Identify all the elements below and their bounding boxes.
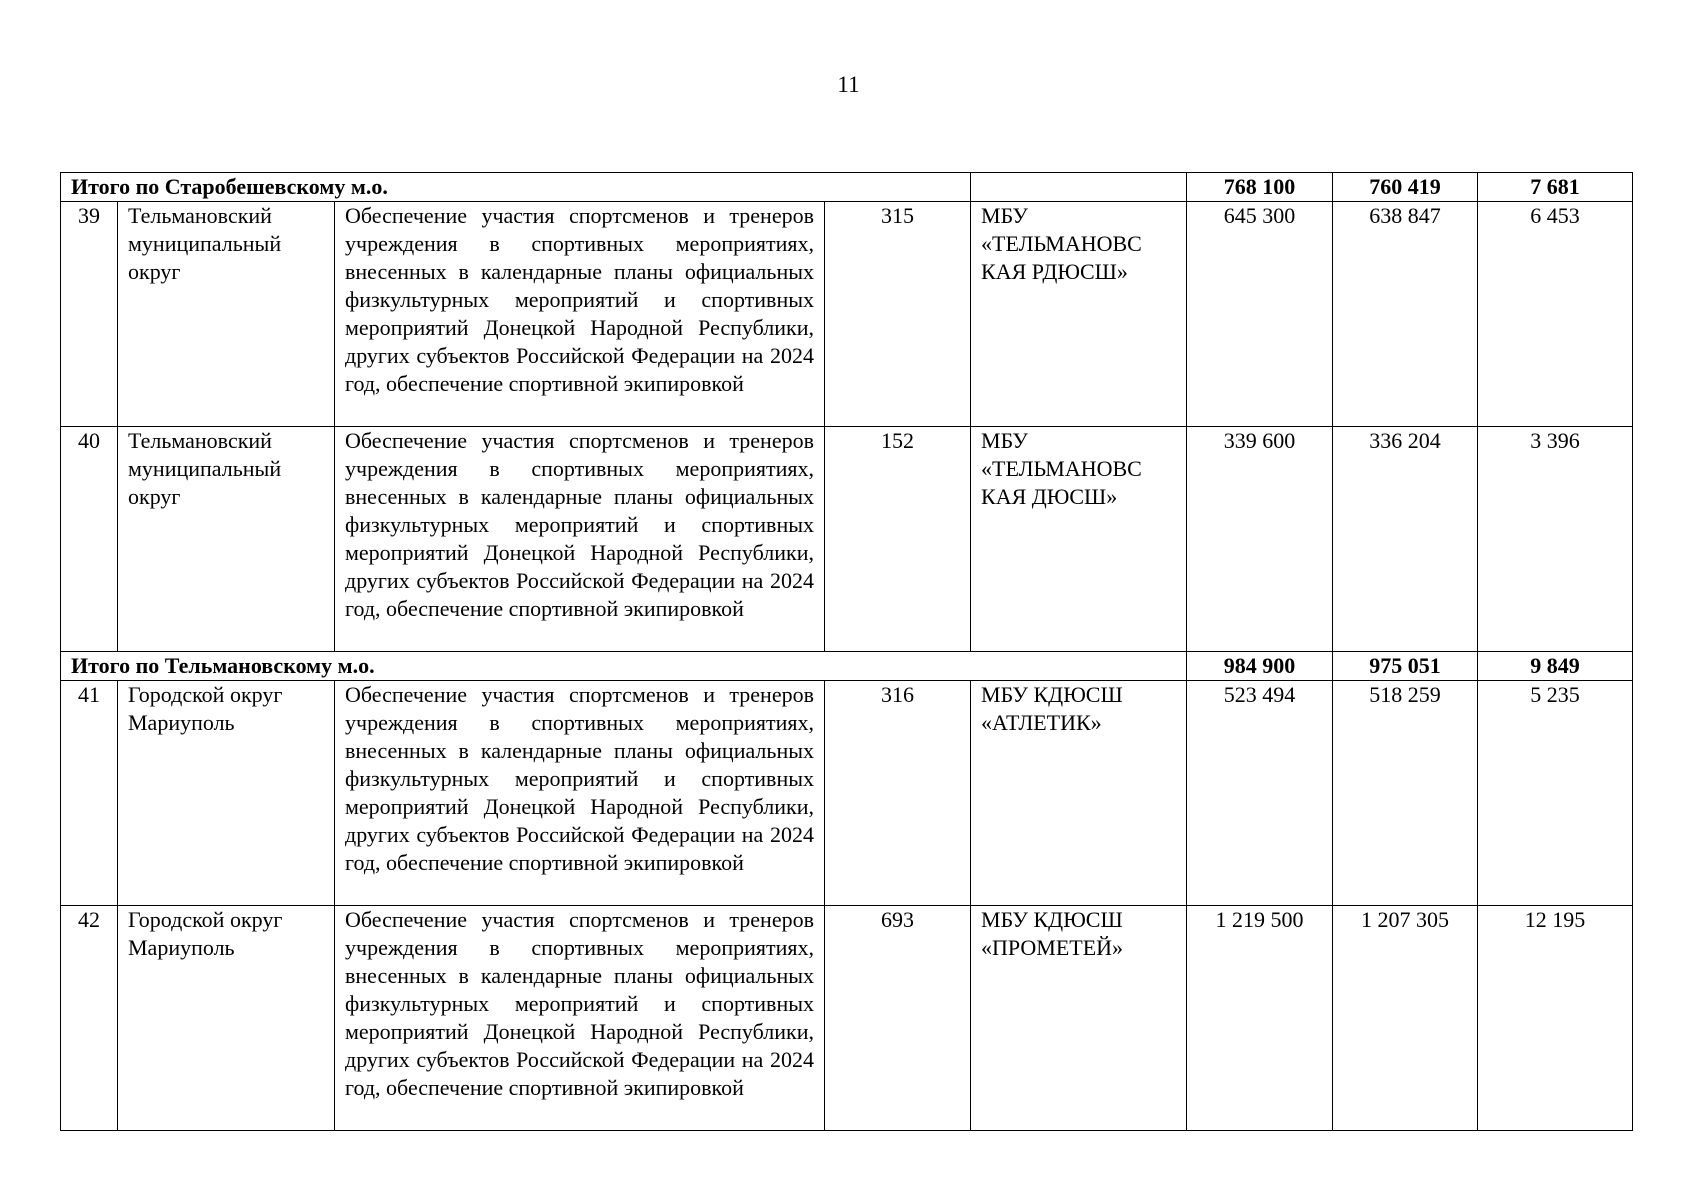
row-amount-3: 5 235 bbox=[1478, 681, 1633, 906]
row-description-last-line: год, обеспечение спортивной экипировкой bbox=[345, 596, 744, 621]
total-sum-3: 9 849 bbox=[1478, 652, 1633, 681]
total-row-telmanovsky bbox=[61, 652, 1633, 681]
table-row bbox=[61, 427, 1633, 652]
row-amount-2: 518 259 bbox=[1333, 681, 1478, 906]
total-sum-2: 760 419 bbox=[1333, 173, 1478, 202]
row-description-text: Обеспечение участия спортсменов и тренеров учреждения в спортивных мероприятиях, внесенных в календарные планы официальных физкультурных мероприятий и спортивных мероприятий Донецкой Народной Республики, других субъектов Российской Федерации на 2024 bbox=[345, 203, 814, 368]
row-description bbox=[335, 906, 825, 1131]
row-description bbox=[335, 202, 825, 427]
row-amount-2: 1 207 305 bbox=[1333, 906, 1478, 1131]
row-code: 316 bbox=[825, 681, 971, 906]
row-description bbox=[335, 427, 825, 652]
row-organization: МБУ «ТЕЛЬМАНОВС КАЯ ДЮСШ» bbox=[971, 427, 1187, 652]
row-description-last-line: год, обеспечение спортивной экипировкой bbox=[345, 1075, 744, 1100]
row-number: 39 bbox=[61, 202, 118, 427]
funding-table bbox=[60, 172, 1633, 1131]
row-amount-3: 12 195 bbox=[1478, 906, 1633, 1131]
row-number: 40 bbox=[61, 427, 118, 652]
row-number: 42 bbox=[61, 906, 118, 1131]
row-description-last-line: год, обеспечение спортивной экипировкой bbox=[345, 371, 744, 396]
row-amount-1: 645 300 bbox=[1187, 202, 1333, 427]
total-sum-1: 984 900 bbox=[1187, 652, 1333, 681]
row-description-text: Обеспечение участия спортсменов и тренеров учреждения в спортивных мероприятиях, внесенных в календарные планы официальных физкультурных мероприятий и спортивных мероприятий Донецкой Народной Республики, других субъектов Российской Федерации на 2024 bbox=[345, 428, 814, 593]
row-organization: МБУ «ТЕЛЬМАНОВС КАЯ РДЮСШ» bbox=[971, 202, 1187, 427]
table-row bbox=[61, 202, 1633, 427]
row-amount-3: 3 396 bbox=[1478, 427, 1633, 652]
row-code: 315 bbox=[825, 202, 971, 427]
row-district: Городской округ Мариуполь bbox=[118, 681, 335, 906]
table-row bbox=[61, 681, 1633, 906]
row-amount-2: 336 204 bbox=[1333, 427, 1478, 652]
row-organization: МБУ КДЮСШ «ПРОМЕТЕЙ» bbox=[971, 906, 1187, 1131]
row-amount-2: 638 847 bbox=[1333, 202, 1478, 427]
table-row bbox=[61, 906, 1633, 1131]
total-row-starobeshevo bbox=[61, 173, 1633, 202]
total-empty-cell bbox=[971, 173, 1187, 202]
row-organization: МБУ КДЮСШ «АТЛЕТИК» bbox=[971, 681, 1187, 906]
row-district: Тельмановский муниципальный округ bbox=[118, 427, 335, 652]
row-code: 693 bbox=[825, 906, 971, 1131]
total-label: Итого по Старобешевскому м.о. bbox=[61, 173, 971, 202]
total-label: Итого по Тельмановскому м.о. bbox=[61, 652, 1187, 681]
row-amount-1: 339 600 bbox=[1187, 427, 1333, 652]
row-amount-3: 6 453 bbox=[1478, 202, 1633, 427]
row-description-text: Обеспечение участия спортсменов и тренеров учреждения в спортивных мероприятиях, внесенных в календарные планы официальных физкультурных мероприятий и спортивных мероприятий Донецкой Народной Республики, других субъектов Российской Федерации на 2024 bbox=[345, 682, 814, 847]
total-sum-1: 768 100 bbox=[1187, 173, 1333, 202]
row-number: 41 bbox=[61, 681, 118, 906]
total-sum-3: 7 681 bbox=[1478, 173, 1633, 202]
row-amount-1: 1 219 500 bbox=[1187, 906, 1333, 1131]
row-description-text: Обеспечение участия спортсменов и тренеров учреждения в спортивных мероприятиях, внесенных в календарные планы официальных физкультурных мероприятий и спортивных мероприятий Донецкой Народной Республики, других субъектов Российской Федерации на 2024 bbox=[345, 907, 814, 1072]
row-district: Тельмановский муниципальный округ bbox=[118, 202, 335, 427]
row-amount-1: 523 494 bbox=[1187, 681, 1333, 906]
page-number: 11 bbox=[837, 72, 860, 97]
total-sum-2: 975 051 bbox=[1333, 652, 1478, 681]
row-description-last-line: год, обеспечение спортивной экипировкой bbox=[345, 850, 744, 875]
row-district: Городской округ Мариуполь bbox=[118, 906, 335, 1131]
row-description bbox=[335, 681, 825, 906]
row-code: 152 bbox=[825, 427, 971, 652]
